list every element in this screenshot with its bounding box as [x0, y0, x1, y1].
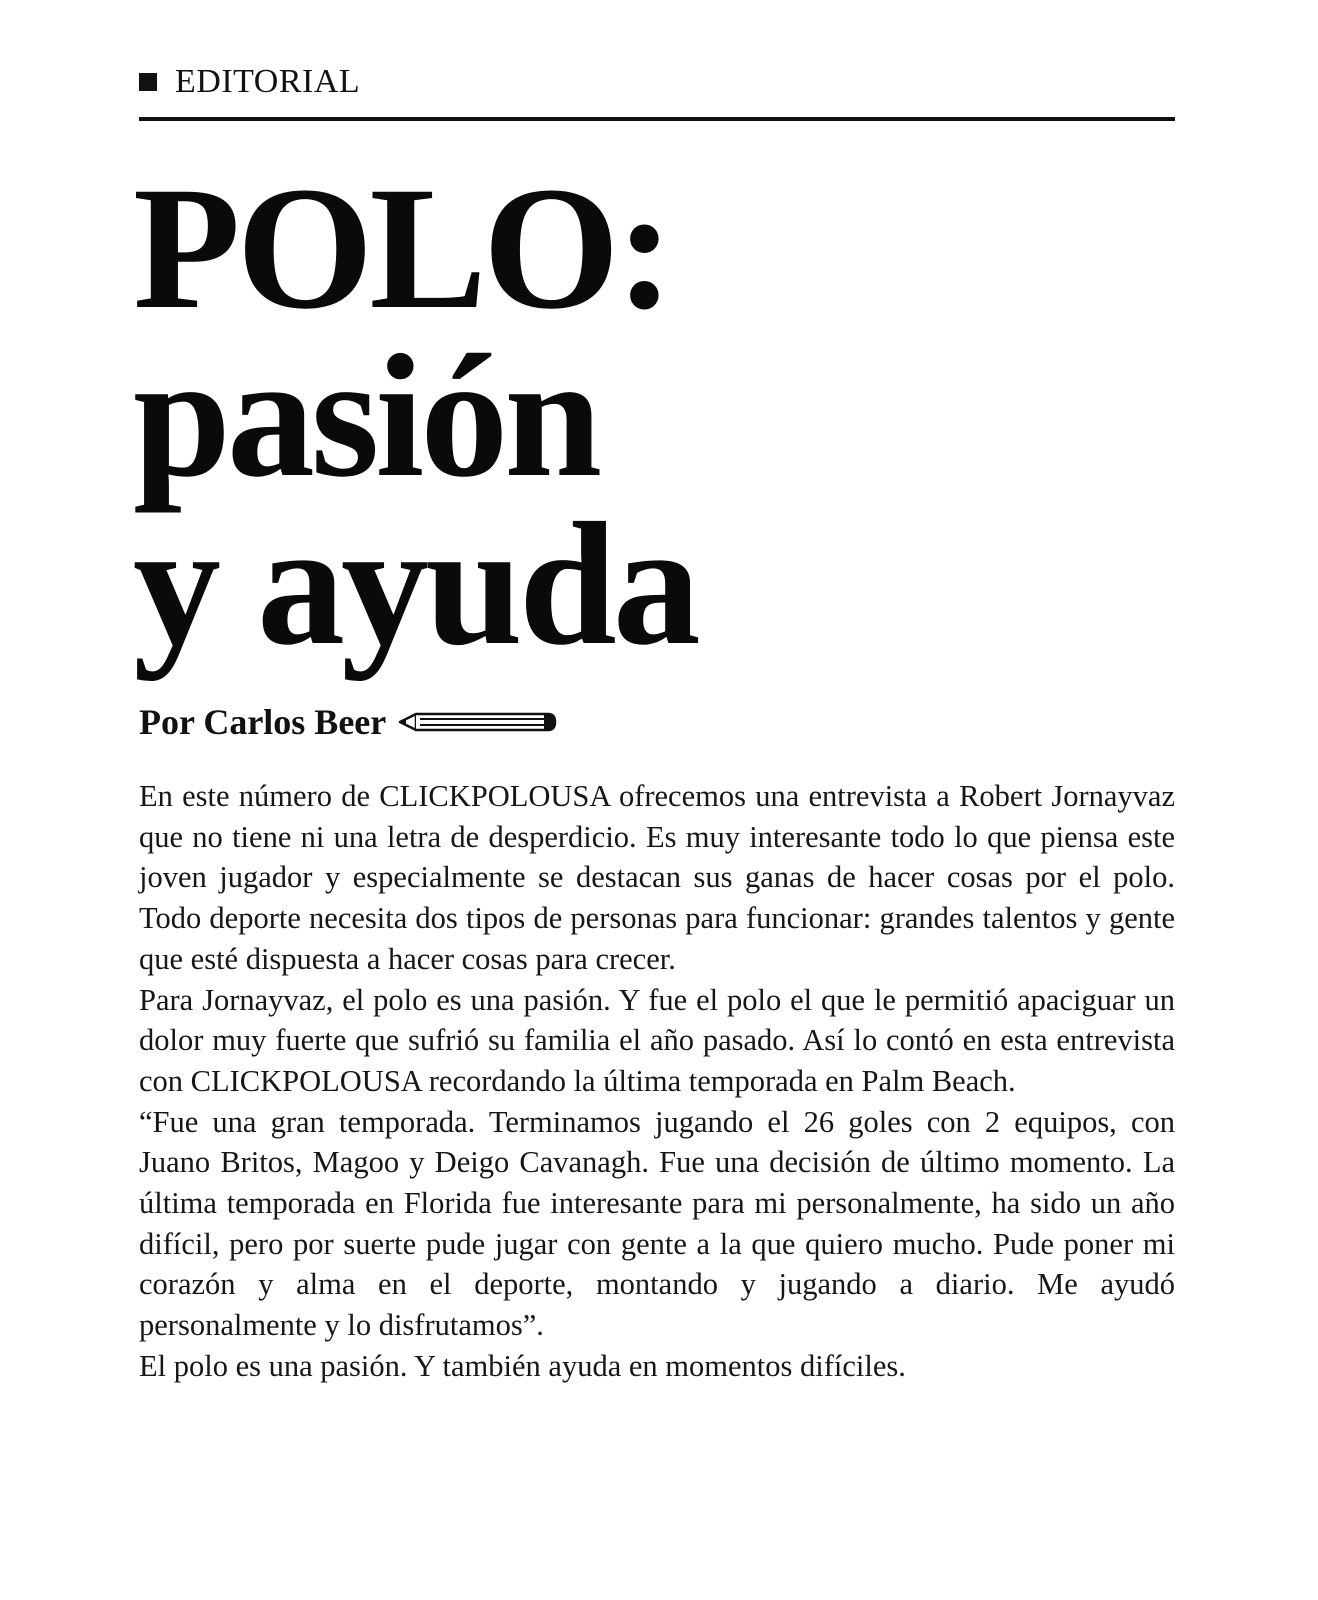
- paragraph-1: En este número de CLICKPOLOUSA ofrecemos una entrevista a Robert Jornayvaz que no tiene ni una letra de desperdicio. Es muy interesante todo lo que piensa este joven jugador y especialmente se destacan sus ganas de hacer cosas por el polo. Todo deporte necesita dos tipos de personas para funcionar: grandes talentos y gente que esté dispuesta a hacer cosas para crecer.: [139, 779, 1175, 976]
- paragraph-2: Para Jornayvaz, el polo es una pasión. Y fue el polo el que le permitió apaciguar un dolor muy fuerte que sufrió su familia el año pasado. Así lo contó en esta entrevista con CLICKPOLOUSA recordando la última temporada en Palm Beach.: [139, 982, 1175, 1098]
- article-body: [139, 776, 1175, 1387]
- title-line-2: pasión: [133, 319, 599, 514]
- square-bullet-icon: [139, 73, 157, 91]
- paragraph-3: “Fue una gran temporada. Terminamos jugando el 26 goles con 2 equipos, con Juano Britos, Magoo y Deigo Cavanagh. Fue una decisión de último momento. La última temporada en Florida fue interesante para mi personalmente, ha sido un año difícil, pero por suerte pude jugar con gente a la que quiero mucho. Pude poner mi corazón y alma en el deporte, montando y jugando a diario. Me ayudó personalmente y lo disfrutamos”.: [139, 1104, 1175, 1343]
- byline: [139, 700, 558, 744]
- title-line-3: y ayuda: [133, 487, 697, 682]
- article-title: [133, 151, 697, 682]
- title-line-1: POLO:: [133, 151, 671, 346]
- byline-author: Por Carlos Beer: [139, 702, 387, 742]
- header-rule: [139, 117, 1175, 121]
- section-header: [139, 62, 360, 102]
- paragraph-4: El polo es una pasión. Y también ayuda en momentos difíciles.: [139, 1348, 906, 1383]
- editorial-page: [133, 0, 1175, 1600]
- section-label: EDITORIAL: [175, 63, 361, 100]
- pencil-icon: [398, 708, 558, 736]
